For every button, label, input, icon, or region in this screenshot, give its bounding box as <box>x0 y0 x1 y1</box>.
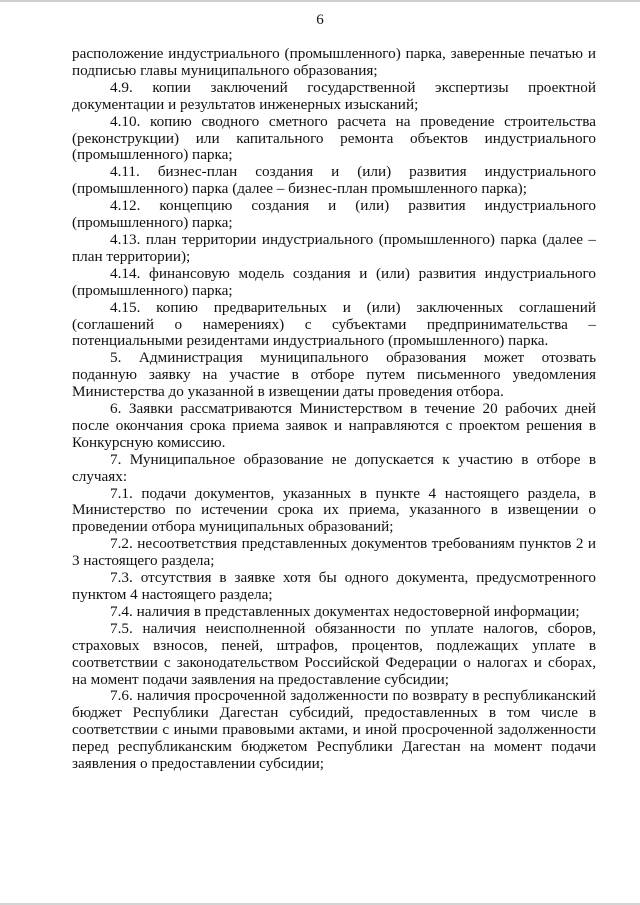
paragraph-4-13: 4.13. план территории индустриального (промышленного) парка (далее – план территории); <box>72 230 596 265</box>
paragraph-4-15: 4.15. копию предварительных и (или) заключенных соглашений (соглашений о намерениях) с субъектами предпринимательства – потенциальными резидентами индустриального (промышленного) парка. <box>72 298 596 350</box>
paragraph-6: 6. Заявки рассматриваются Министерством в течение 20 рабочих дней после окончания срока приема заявок и направляются с проектом решения в Конкурсную комиссию. <box>72 400 596 451</box>
paragraph-7-2: 7.2. несоответствия представленных документов требованиям пунктов 2 и 3 настоящего раздела; <box>72 535 596 570</box>
paragraph-4-9: 4.9. копии заключений государственной экспертизы проектной документации и результатов инженерных изысканий; <box>72 78 596 113</box>
paragraph-7-6: 7.6. наличия просроченной задолженности по возврату в республиканский бюджет Республики Дагестан субсидий, предоставленных в том числе в соответствии с иными правовыми актами, и иной просроченной задолженности перед республиканским бюджетом Республики Дагестан на момент подачи заявления о предоставлении субсидии; <box>72 687 596 773</box>
paragraph-7: 7. Муниципальное образование не допускается к участию в отборе в случаях: <box>72 450 596 485</box>
paragraph-7-3: 7.3. отсутствия в заявке хотя бы одного документа, предусмотренного пунктом 4 настоящего раздела; <box>72 569 596 603</box>
paragraph-4-10: 4.10. копию сводного сметного расчета на проведение строительства (реконструкции) или капитального ремонта объектов индустриального (промышленного) парка; <box>72 112 596 164</box>
paragraph-4-12: 4.12. концепцию создания и (или) развития индустриального (промышленного) парка; <box>72 197 596 232</box>
scan-edge-top <box>0 0 640 2</box>
paragraph-7-1: 7.1. подачи документов, указанных в пункте 4 настоящего раздела, в Министерство по истечении срока их приема, указанного в извещении о проведении отбора муниципальных образований; <box>72 484 596 536</box>
page-number: 6 <box>316 12 324 28</box>
paragraph-7-5: 7.5. наличия неисполненной обязанности по уплате налогов, сборов, страховых взносов, пеней, штрафов, процентов, подлежащих уплате в соответствии с законодательством Российской Федерации о налогах и сборах, на момент подачи заявления на предоставление субсидии; <box>72 619 596 688</box>
paragraph-4-14: 4.14. финансовую модель создания и (или) развития индустриального (промышленного) парка; <box>72 264 596 299</box>
paragraph-5: 5. Администрация муниципального образования может отозвать поданную заявку на участие в отборе путем письменного уведомления Министерства до указанной в извещении даты проведения отбора. <box>72 349 596 401</box>
paragraph-0: расположение индустриального (промышленного) парка, заверенные печатью и подписью главы муниципального образования; <box>72 45 596 79</box>
paragraph-4-11: 4.11. бизнес-план создания и (или) развития индустриального (промышленного) парка (далее – бизнес-план промышленного парка); <box>72 163 596 198</box>
paragraph-7-4: 7.4. наличия в представленных документах недостоверной информации; <box>110 602 580 620</box>
document-body <box>72 46 596 773</box>
